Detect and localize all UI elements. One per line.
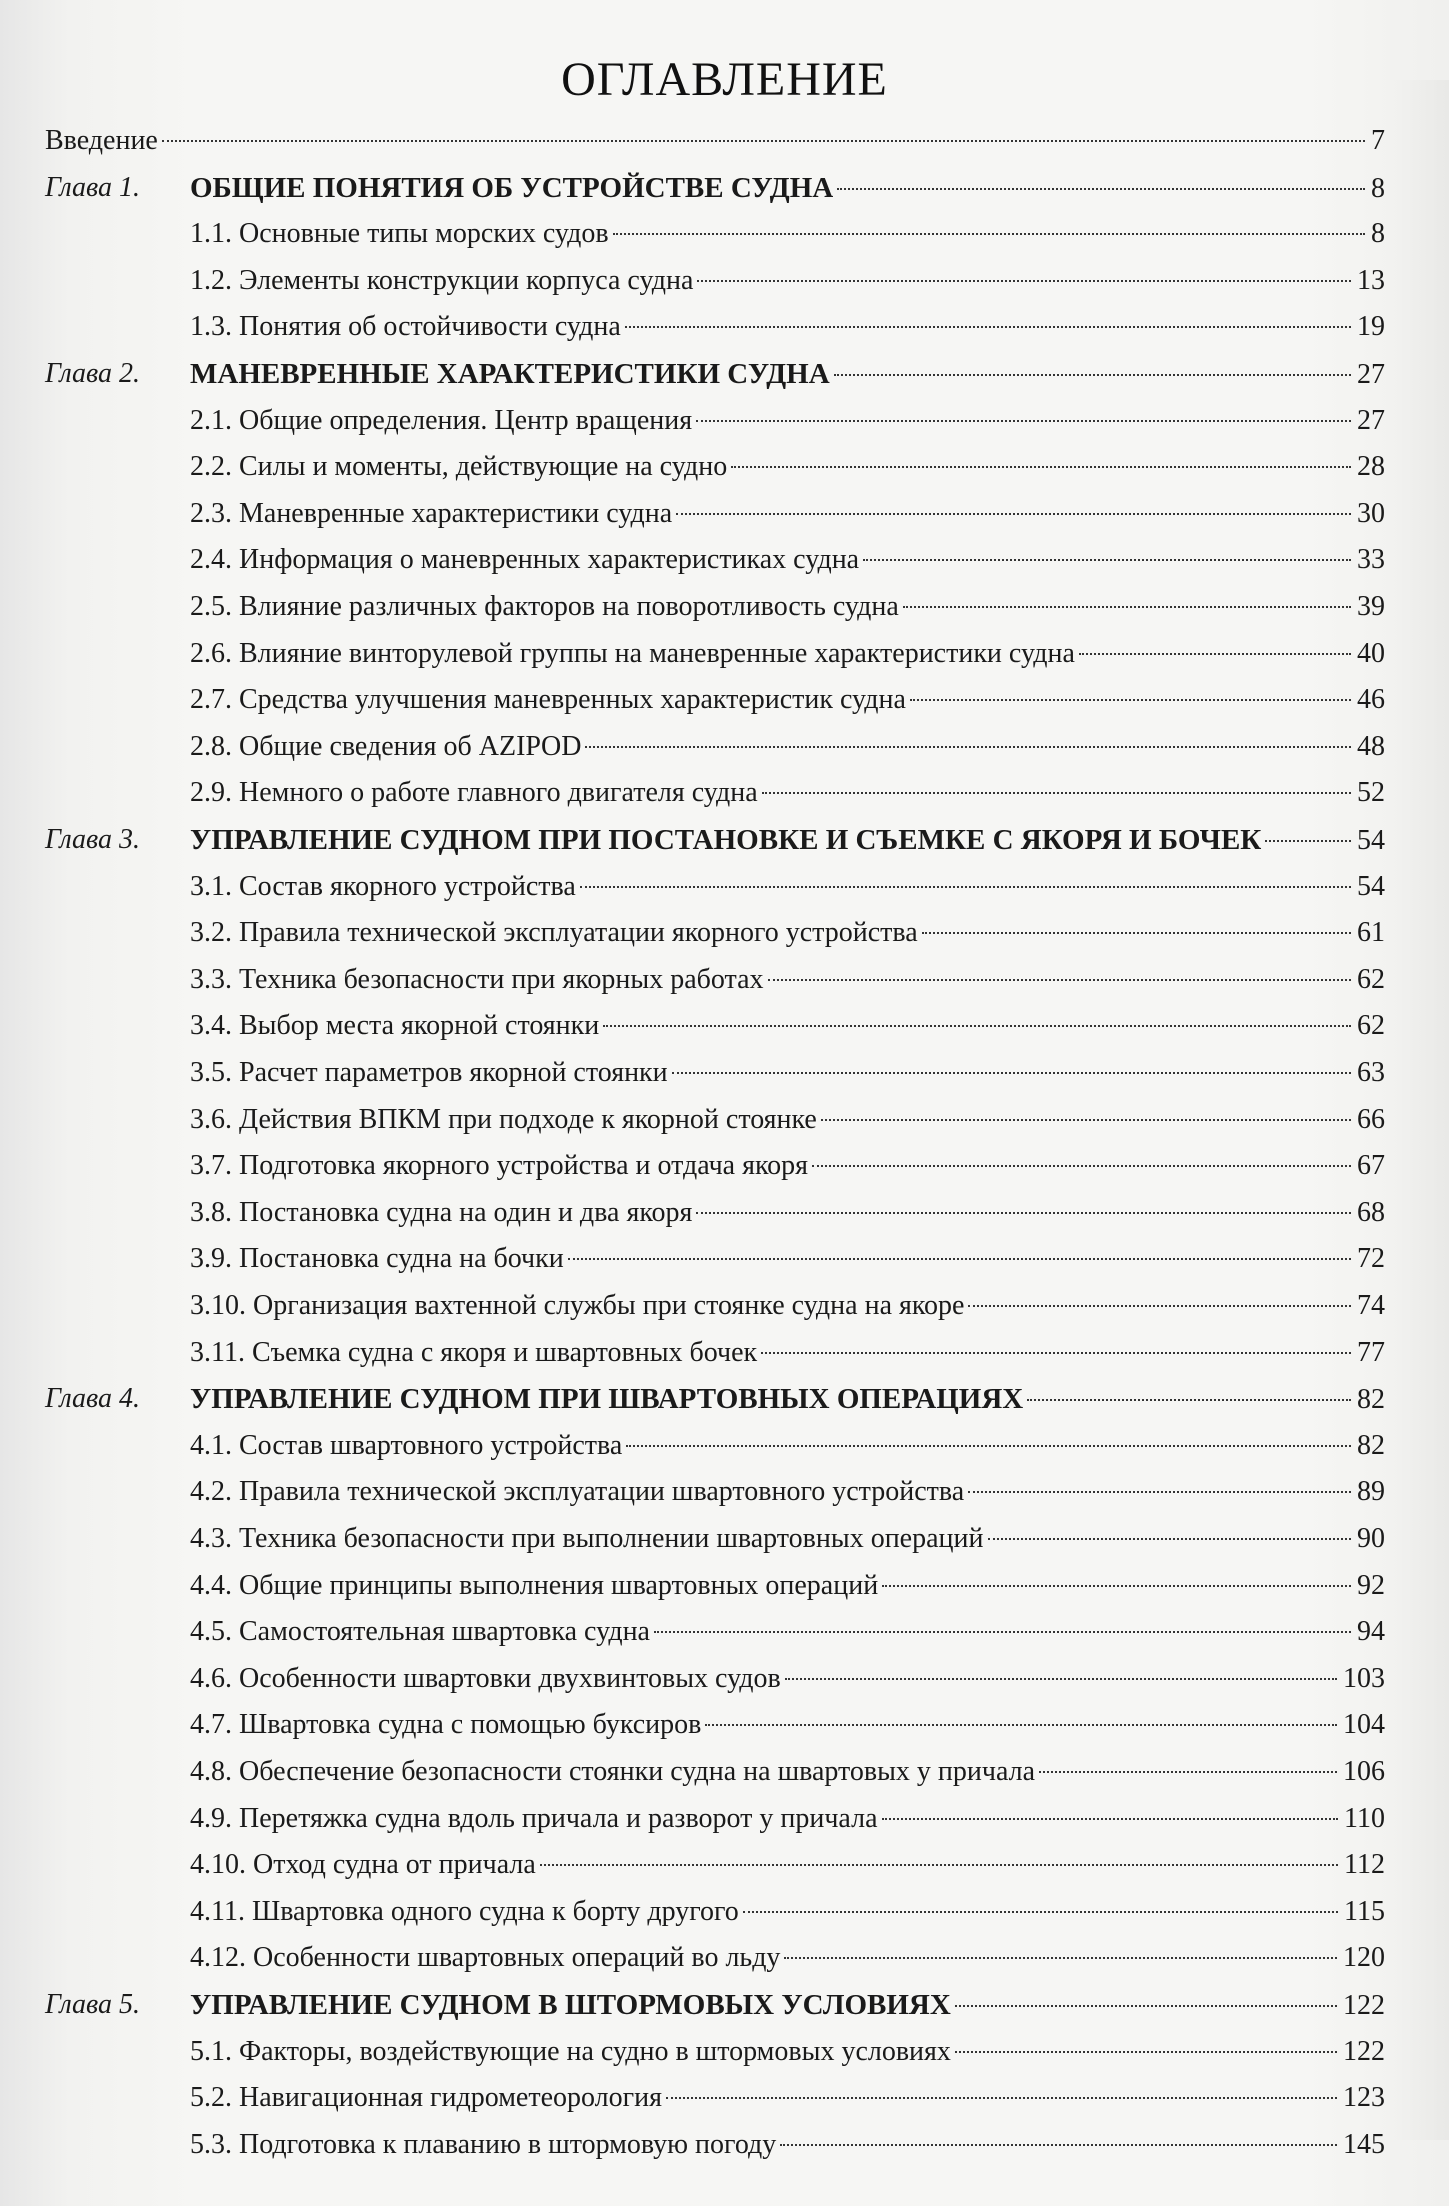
page-number: 115	[1344, 1895, 1385, 1927]
toc-section	[190, 1935, 1385, 1981]
entry-text: 4.8. Обеспечение безопасности стоянки судна на швартовых у причала	[190, 1756, 1036, 1787]
entry-text: 2.5. Влияние различных факторов на поворотливость судна	[190, 591, 899, 622]
page-number: 103	[1343, 1662, 1385, 1694]
page-number: 68	[1357, 1196, 1385, 1228]
page-number: 40	[1357, 637, 1385, 669]
toc-section	[190, 724, 1385, 770]
chapter-title: МАНЕВРЕННЫЕ ХАРАКТЕРИСТИКИ СУДНА	[190, 358, 830, 390]
entry-text: 4.9. Перетяжка судна вдоль причала и разворот у причала	[190, 1802, 878, 1834]
toc-section	[190, 1702, 1385, 1748]
page-number: 122	[1343, 2035, 1385, 2067]
entry-text: 4.4. Общие принципы выполнения швартовных операций	[190, 1569, 879, 1601]
chapter-title: УПРАВЛЕНИЕ СУДНОМ ПРИ ПОСТАНОВКЕ И СЪЕМКЕ С ЯКОРЯ И БОЧЕК	[190, 824, 1262, 856]
page-title: ОГЛАВЛЕНИЕ	[561, 53, 888, 106]
entry-text: 3.1. Состав якорного устройства	[190, 870, 576, 902]
dot-leader	[585, 746, 1351, 748]
dot-leader	[696, 420, 1351, 422]
page-number: 30	[1357, 497, 1385, 529]
dot-leader	[968, 1305, 1351, 1307]
entry-text: 5.2. Навигационная гидрометеорология	[190, 2082, 662, 2114]
dot-leader	[903, 606, 1351, 608]
dot-leader	[697, 280, 1351, 282]
entry-text: 3.2. Правила технической эксплуатации якорного устройства	[190, 917, 918, 949]
toc-section	[190, 1236, 1385, 1282]
page-number: 63	[1357, 1057, 1385, 1088]
toc-section	[190, 1330, 1385, 1376]
dot-leader	[821, 1119, 1351, 1121]
dot-leader	[568, 1258, 1351, 1260]
toc-section	[190, 910, 1385, 956]
dot-leader	[696, 1212, 1351, 1214]
page-number: 110	[1344, 1802, 1385, 1834]
dot-leader	[613, 233, 1365, 235]
dot-leader	[1039, 1771, 1337, 1773]
page-number: 145	[1343, 2128, 1385, 2160]
page-number: 8	[1371, 172, 1385, 204]
toc-section	[190, 770, 1385, 816]
page-number: 82	[1357, 1384, 1385, 1416]
page-number: 92	[1357, 1569, 1385, 1601]
page-number: 66	[1357, 1103, 1385, 1135]
entry-text: 5.3. Подготовка к плаванию в штормовую погоду	[190, 2128, 777, 2160]
dot-leader	[834, 374, 1351, 376]
entry-text: 1.2. Элементы конструкции корпуса судна	[190, 264, 694, 296]
entry-text: 2.4. Информация о маневренных характеристиках судна	[190, 544, 860, 576]
toc-section	[190, 957, 1385, 1003]
entry-text: 3.4. Выбор места якорной стоянки	[190, 1010, 600, 1042]
entry-text: 4.10. Отход судна от причала	[190, 1849, 536, 1881]
page-number: 48	[1357, 730, 1385, 762]
page-number: 104	[1343, 1709, 1385, 1741]
toc-section	[190, 1050, 1385, 1096]
toc-chapter	[45, 165, 1385, 211]
chapter-number: Глава 2.	[45, 358, 140, 389]
dot-leader	[1265, 840, 1351, 842]
dot-leader	[672, 1072, 1351, 1074]
page-number: 112	[1344, 1849, 1385, 1881]
chapter-title: ОБЩИЕ ПОНЯТИЯ ОБ УСТРОЙСТВЕ СУДНА	[190, 171, 834, 204]
toc-section	[190, 211, 1385, 257]
toc-section	[190, 677, 1385, 723]
page-number: 27	[1357, 359, 1385, 390]
page-number: 67	[1357, 1150, 1385, 1182]
toc-section	[190, 631, 1385, 677]
entry-text: 4.11. Швартовка одного судна к борту другого	[190, 1895, 739, 1927]
entry-text: 1.3. Понятия об остойчивости судна	[190, 311, 621, 343]
dot-leader	[955, 2005, 1337, 2007]
entry-text: 3.11. Съемка судна с якоря и швартовных бочек	[190, 1336, 758, 1368]
entry-text: 3.8. Постановка судна на один и два якоря	[190, 1196, 693, 1228]
chapter-title: УПРАВЛЕНИЕ СУДНОМ В ШТОРМОВЫХ УСЛОВИЯХ	[190, 1989, 951, 2021]
dot-leader	[882, 1585, 1351, 1587]
entry-text: 4.2. Правила технической эксплуатации швартовного устройства	[190, 1476, 965, 1508]
toc-section	[190, 1423, 1385, 1469]
dot-leader	[863, 559, 1351, 561]
toc-section	[190, 584, 1385, 630]
entry-text: 5.1. Факторы, воздействующие на судно в штормовых условиях	[190, 2035, 951, 2067]
entry-text: 4.1. Состав швартовного устройства	[190, 1429, 623, 1461]
dot-leader	[761, 1352, 1351, 1354]
dot-leader	[922, 932, 1351, 934]
dot-leader	[731, 466, 1351, 468]
toc-section	[190, 1889, 1385, 1935]
dot-leader	[968, 1491, 1351, 1493]
toc-section	[190, 1143, 1385, 1189]
toc-section	[190, 258, 1385, 304]
dot-leader	[955, 2051, 1337, 2053]
toc-chapter	[45, 817, 1385, 863]
entry-text: 3.6. Действия ВПКМ при подходе к якорной стоянке	[190, 1103, 817, 1135]
page-number: 33	[1357, 544, 1385, 576]
toc-section	[190, 2075, 1385, 2121]
dot-leader	[988, 1538, 1352, 1540]
page-number: 19	[1357, 311, 1385, 343]
dot-leader	[743, 1911, 1338, 1913]
dot-leader	[780, 2144, 1337, 2146]
dot-leader	[768, 979, 1351, 981]
page-number: 120	[1343, 1942, 1385, 1974]
entry-text: 4.6. Особенности швартовки двухвинтовых судов	[190, 1662, 781, 1694]
entry-text: 3.10. Организация вахтенной службы при стоянке судна на якоре	[190, 1290, 965, 1321]
page-number: 8	[1371, 218, 1385, 250]
entry-text: 4.7. Швартовка судна с помощью буксиров	[190, 1709, 702, 1741]
entry-text: 2.1. Общие определения. Центр вращения	[190, 404, 693, 436]
page-number: 7	[1371, 125, 1385, 156]
toc-section	[190, 1283, 1385, 1329]
page-number: 62	[1357, 963, 1385, 995]
dot-leader	[540, 1864, 1338, 1866]
toc-section	[190, 2029, 1385, 2075]
dot-leader	[1027, 1399, 1351, 1401]
dot-leader	[603, 1025, 1351, 1027]
chapter-number: Глава 5.	[45, 1989, 140, 2020]
page-number: 89	[1357, 1476, 1385, 1508]
page-number: 52	[1357, 777, 1385, 809]
dot-leader	[626, 1445, 1351, 1447]
toc-section	[190, 537, 1385, 583]
page-edge-shadow	[1390, 80, 1449, 2140]
toc-chapter	[45, 1376, 1385, 1422]
page-number: 77	[1357, 1336, 1385, 1368]
page-number: 54	[1357, 825, 1385, 856]
toc-section	[190, 444, 1385, 490]
entry-text: 3.5. Расчет параметров якорной стоянки	[190, 1057, 668, 1088]
page-number: 122	[1343, 1990, 1385, 2021]
dot-leader	[785, 1678, 1337, 1680]
page-number: 27	[1357, 404, 1385, 436]
entry-text: 2.8. Общие сведения об AZIPOD	[190, 730, 582, 762]
dot-leader	[666, 2097, 1337, 2099]
toc-section	[190, 491, 1385, 537]
page-number: 74	[1357, 1290, 1385, 1321]
page-number: 94	[1357, 1616, 1385, 1648]
dot-leader	[162, 140, 1365, 142]
chapter-number: Глава 1.	[45, 171, 140, 203]
toc-section	[190, 2122, 1385, 2168]
dot-leader	[676, 513, 1351, 515]
toc-chapter	[45, 351, 1385, 397]
dot-leader	[705, 1724, 1337, 1726]
chapter-number: Глава 3.	[45, 824, 140, 855]
toc-section	[190, 304, 1385, 350]
toc-section	[190, 1796, 1385, 1842]
dot-leader	[784, 1957, 1337, 1959]
page-number: 13	[1357, 264, 1385, 296]
toc-chapter	[45, 1982, 1385, 2028]
dot-leader	[654, 1631, 1351, 1633]
dot-leader	[837, 188, 1365, 190]
toc-section	[190, 1749, 1385, 1795]
entry-text: 3.3. Техника безопасности при якорных работах	[190, 963, 764, 995]
page-number: 123	[1343, 2082, 1385, 2114]
dot-leader	[910, 699, 1351, 701]
chapter-title: УПРАВЛЕНИЕ СУДНОМ ПРИ ШВАРТОВНЫХ ОПЕРАЦИЯХ	[190, 1383, 1024, 1416]
toc-section	[190, 1097, 1385, 1143]
entry-text: 3.7. Подготовка якорного устройства и отдача якоря	[190, 1150, 809, 1182]
toc-section	[190, 1516, 1385, 1562]
toc-intro	[45, 118, 1385, 164]
entry-text: 2.6. Влияние винторулевой группы на маневренные характеристики судна	[190, 637, 1075, 669]
toc-section	[190, 1656, 1385, 1702]
dot-leader	[812, 1165, 1351, 1167]
page-number: 62	[1357, 1010, 1385, 1042]
page-number: 28	[1357, 451, 1385, 483]
page-number: 72	[1357, 1243, 1385, 1275]
toc-section	[190, 1003, 1385, 1049]
toc-section	[190, 864, 1385, 910]
toc-section	[190, 398, 1385, 444]
dot-leader	[762, 792, 1351, 794]
dot-leader	[580, 886, 1351, 888]
entry-text: Введение	[45, 125, 158, 156]
dot-leader	[882, 1818, 1339, 1820]
entry-text: 2.2. Силы и моменты, действующие на судно	[190, 451, 728, 483]
page-number: 106	[1343, 1756, 1385, 1787]
toc-section	[190, 1190, 1385, 1236]
entry-text: 4.12. Особенности швартовных операций во льду	[190, 1942, 781, 1974]
page-number: 54	[1357, 870, 1385, 902]
dot-leader	[625, 326, 1351, 328]
entry-text: 2.9. Немного о работе главного двигателя судна	[190, 777, 758, 809]
page-number: 46	[1357, 684, 1385, 716]
dot-leader	[1079, 653, 1351, 655]
entry-text: 2.7. Средства улучшения маневренных характеристик судна	[190, 684, 906, 716]
entry-text: 2.3. Маневренные характеристики судна	[190, 497, 673, 529]
entry-text: 1.1. Основные типы морских судов	[190, 218, 609, 250]
page-number: 61	[1357, 917, 1385, 949]
page-number: 82	[1357, 1429, 1385, 1461]
entry-text: 3.9. Постановка судна на бочки	[190, 1243, 564, 1275]
page-number: 39	[1357, 591, 1385, 622]
entry-text: 4.3. Техника безопасности при выполнении швартовных операций	[190, 1523, 984, 1554]
page-number: 90	[1357, 1523, 1385, 1554]
toc-section	[190, 1563, 1385, 1609]
toc-section	[190, 1609, 1385, 1655]
toc-section	[190, 1842, 1385, 1888]
toc-section	[190, 1469, 1385, 1515]
entry-text: 4.5. Самостоятельная швартовка судна	[190, 1616, 650, 1648]
chapter-number: Глава 4.	[45, 1383, 140, 1415]
